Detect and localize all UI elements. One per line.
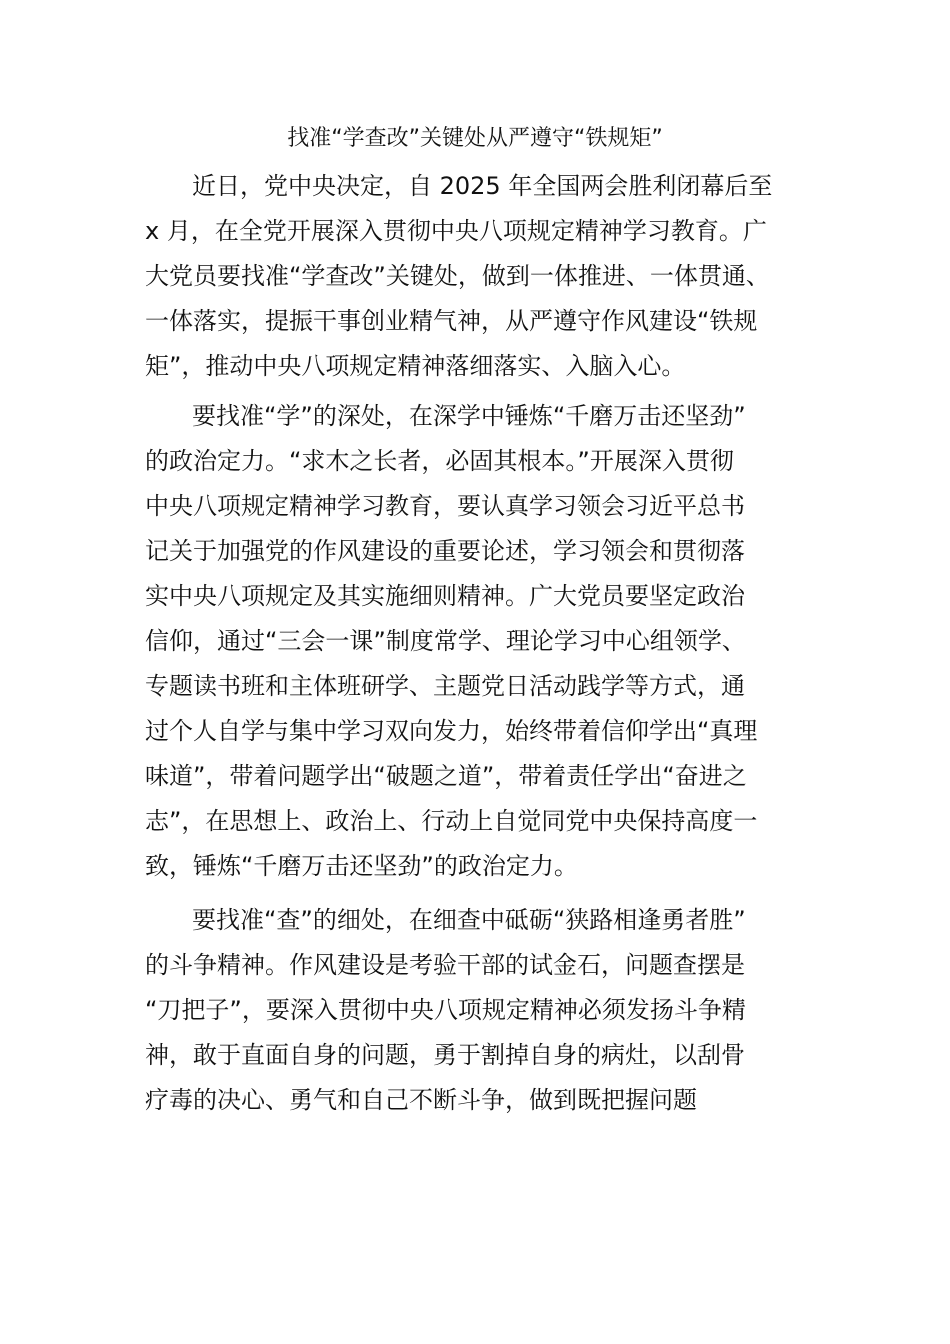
paragraph-line: 大党员要找准“学查改”关键处，做到一体推进、一体贯通、 <box>145 262 770 290</box>
paragraph-line: 专题读书班和主体班研学、主题党日活动践学等方式，通 <box>145 672 745 700</box>
paragraph-line: 志”，在思想上、政治上、行动上自觉同党中央保持高度一 <box>145 807 758 835</box>
paragraph-line: 信仰，通过“三会一课”制度常学、理论学习中心组领学、 <box>145 627 746 655</box>
paragraph-line: 一体落实，提振干事创业精气神，从严遵守作风建设“铁规 <box>145 307 758 335</box>
paragraph-line: 的斗争精神。作风建设是考验干部的试金石，问题查摆是 <box>145 951 745 979</box>
paragraph-line: 记关于加强党的作风建设的重要论述，学习领会和贯彻落 <box>145 537 745 565</box>
paragraph-line: 神，敢于直面自身的问题，勇于割掉自身的病灶，以刮骨 <box>145 1041 745 1069</box>
paragraph-line: 近日，党中央决定，自 2025 年全国两会胜利闭幕后至 <box>192 172 773 200</box>
paragraph-line: 致，锤炼“千磨万击还坚劲”的政治定力。 <box>145 852 578 880</box>
paragraph-line: 要找准“学”的深处，在深学中锤炼“千磨万击还坚劲” <box>192 402 746 430</box>
paragraph-line: 味道”，带着问题学出“破题之道”，带着责任学出“奋进之 <box>145 762 747 790</box>
document-title: 找准“学查改”关键处从严遵守“铁规矩” <box>287 126 663 151</box>
paragraph-line: 实中央八项规定及其实施细则精神。广大党员要坚定政治 <box>145 582 745 610</box>
paragraph-line: 的政治定力。“求木之长者，必固其根本。”开展深入贯彻 <box>145 447 734 475</box>
paragraph-line: 疗毒的决心、勇气和自己不断斗争，做到既把握问题 <box>145 1086 697 1114</box>
paragraph-line: 中央八项规定精神学习教育，要认真学习领会习近平总书 <box>145 492 745 520</box>
paragraph-line: “刀把子”，要深入贯彻中央八项规定精神必须发扬斗争精 <box>145 996 746 1024</box>
paragraph-line: 过个人自学与集中学习双向发力，始终带着信仰学出“真理 <box>145 717 758 745</box>
paragraph-line: 要找准“查”的细处，在细查中砥砺“狭路相逢勇者胜” <box>192 906 746 934</box>
paragraph-line: 矩”，推动中央八项规定精神落细落实、入脑入心。 <box>145 352 686 380</box>
paragraph-line: x 月，在全党开展深入贯彻中央八项规定精神学习教育。广 <box>145 217 767 245</box>
